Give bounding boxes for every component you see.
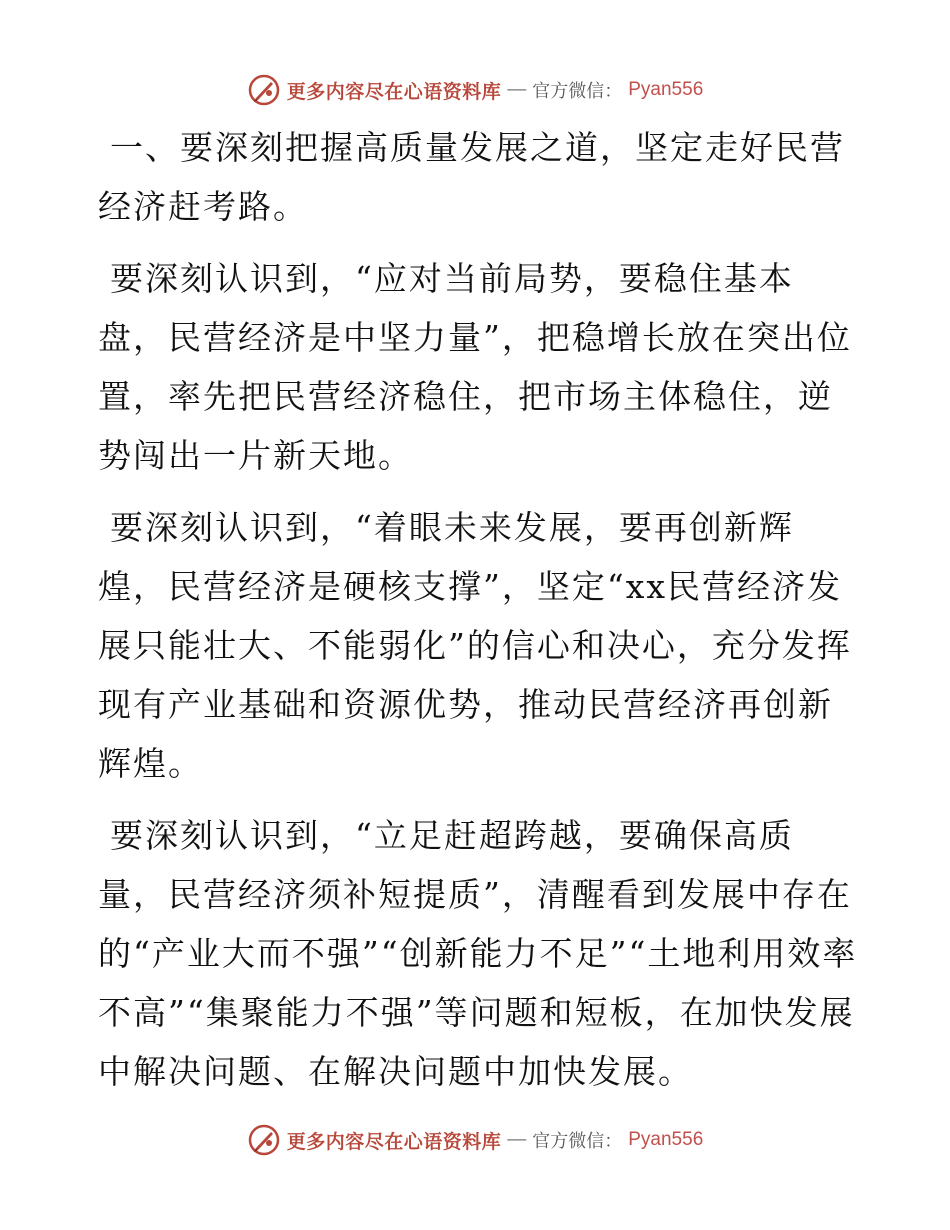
document-body (98, 118, 858, 1114)
watermark-brand: 更多内容尽在心语资料库 (286, 1130, 502, 1153)
body-paragraph: 要深刻认识到，“应对当前局势，要稳住基本盘，民营经济是中坚力量”，把稳增长放在突出位置，率先把民营经济稳住，把市场主体稳住，逆势闯出一片新天地。 (98, 259, 852, 475)
body-paragraph: 要深刻认识到，“立足赶超跨越，要确保高质量，民营经济须补短提质”，清醒看到发展中存在的“产业大而不强”“创新能力不足”“土地利用效率不高”“集聚能力不强”等问题和短板，在加快发展中解决问题、在解决问题中加快发展。 (98, 816, 858, 1091)
footer-watermark (0, 1120, 950, 1160)
header-watermark (0, 70, 950, 110)
watermark-separator: — (507, 1129, 527, 1150)
watermark-brand: 更多内容尽在心语资料库 (286, 80, 502, 103)
body-paragraph: 要深刻认识到，“着眼未来发展，要再创新辉煌，民营经济是硬核支撑”，坚定“xx民营经济发展只能壮大、不能弱化”的信心和决心，充分发挥现有产业基础和资源优势，推动民营经济再创新辉煌。 (98, 508, 852, 783)
watermark-official-label: 官方微信： (532, 1131, 623, 1152)
watermark-official-label: 官方微信： (532, 81, 623, 102)
quill-logo-icon (247, 73, 281, 107)
watermark-wechat-id: Pyan556 (628, 79, 704, 100)
watermark-wechat-id: Pyan556 (628, 1129, 704, 1150)
watermark-separator: — (507, 79, 527, 100)
quill-logo-icon (247, 1123, 281, 1157)
heading-paragraph: 一、要深刻把握高质量发展之道，坚定走好民营经济赶考路。 (98, 128, 845, 226)
